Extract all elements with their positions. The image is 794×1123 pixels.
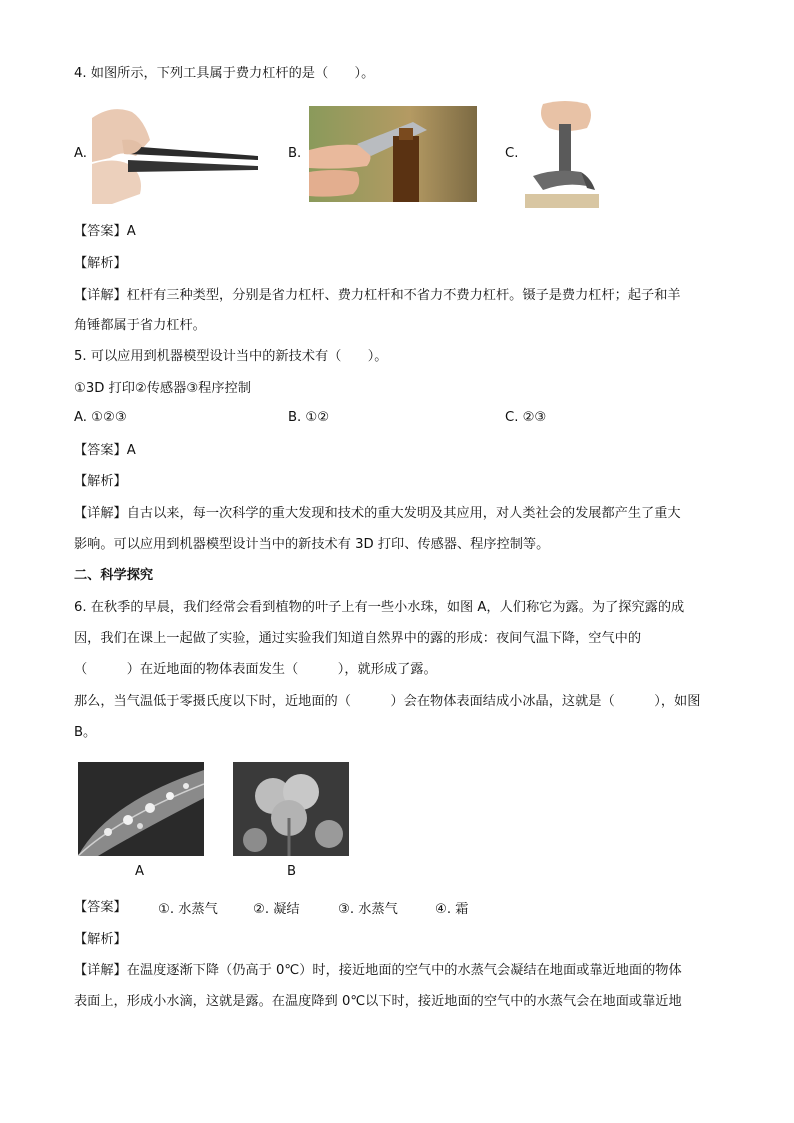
q5-option-c: C. ②③ <box>505 410 547 425</box>
q5-question: 5. 可以应用到机器模型设计当中的新技术有（ ）。 <box>74 349 388 364</box>
claw-hammer-image <box>525 98 599 208</box>
dew-leaf-image <box>78 762 204 856</box>
q5-items: ①3D 打印②传感器③程序控制 <box>74 381 251 396</box>
q4-option-b-label: B. <box>288 146 302 161</box>
q4-question: 4. 如图所示，下列工具属于费力杠杆的是（ ）。 <box>74 66 375 81</box>
q4-detail-line-1: 【详解】杠杆有三种类型，分别是省力杠杆、费力杠杆和不省力不费力杠杆。镊子是费力杠杆；起子和羊 <box>74 288 681 303</box>
q6-answer-3: ③. 水蒸气 <box>338 902 398 917</box>
bottle-opener-image <box>309 106 477 202</box>
q4-option-a-label: A. <box>74 146 87 161</box>
q6-line-1: 6. 在秋季的早晨，我们经常会看到植物的叶子上有一些小水珠，如图 A，人们称它为露。为了探究露的成 <box>74 600 685 615</box>
q6-line-2: 因，我们在课上一起做了实验，通过实验我们知道自然界中的露的形成：夜间气温下降，空气中的 <box>74 631 642 646</box>
frost-clover-image <box>233 762 349 856</box>
q6-detail-line-1: 【详解】在温度逐渐下降（仍高于 0℃）时，接近地面的空气中的水蒸气会凝结在地面或靠近地面的物体 <box>74 963 682 978</box>
q4-option-c-label: C. <box>505 146 519 161</box>
q5-detail-line-2: 影响。可以应用到机器模型设计当中的新技术有 3D 打印、传感器、程序控制等。 <box>74 537 550 552</box>
q5-analysis: 【解析】 <box>74 474 127 489</box>
q6-line-3: （ ）在近地面的物体表面发生（ ），就形成了露。 <box>74 662 437 677</box>
q5-answer: 【答案】A <box>74 443 136 458</box>
q4-detail-line-2: 角锤都属于省力杠杆。 <box>74 318 206 333</box>
q6-line-4: 那么，当气温低于零摄氏度以下时，近地面的（ ）会在物体表面结成小冰晶，这就是（ ），如图 <box>74 694 701 709</box>
q6-detail-line-2: 表面上，形成小水滴，这就是露。在温度降到 0℃以下时，接近地面的空气中的水蒸气会在地面或靠近地 <box>74 994 682 1009</box>
caption-b: B <box>287 864 297 879</box>
q6-line-5: B。 <box>74 725 97 740</box>
section-title: 二、科学探究 <box>74 568 154 583</box>
caption-a: A <box>135 864 145 879</box>
q4-answer: 【答案】A <box>74 224 136 239</box>
q5-option-b: B. ①② <box>288 410 330 425</box>
q6-analysis: 【解析】 <box>74 932 127 947</box>
q5-detail-line-1: 【详解】自古以来，每一次科学的重大发现和技术的重大发明及其应用，对人类社会的发展都产生了重大 <box>74 506 681 521</box>
tweezers-image <box>92 100 264 204</box>
q6-answer-tag: 【答案】 <box>74 900 127 915</box>
q6-answer-2: ②. 凝结 <box>253 902 300 917</box>
q6-answer-4: ④. 霜 <box>435 902 469 917</box>
q4-analysis: 【解析】 <box>74 256 127 271</box>
q6-answer-1: ①. 水蒸气 <box>158 902 218 917</box>
q5-option-a: A. ①②③ <box>74 410 127 425</box>
